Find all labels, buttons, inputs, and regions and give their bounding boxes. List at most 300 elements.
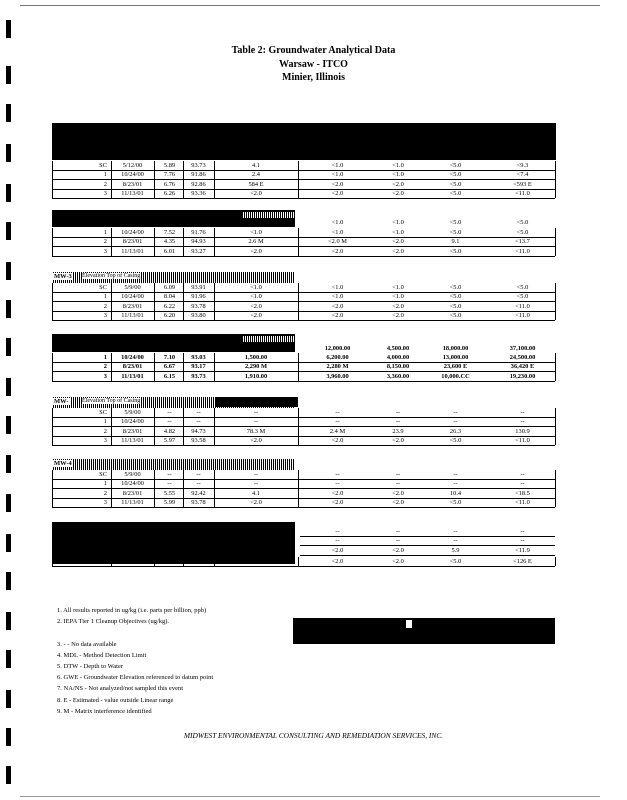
- table-cell: --: [196, 480, 201, 488]
- well-label: MW-4: [54, 460, 72, 467]
- table-cell: 2: [103, 427, 107, 435]
- table-cell: <2.0: [392, 436, 404, 444]
- table-cell: <2.0: [392, 189, 404, 197]
- table-row: [0, 372, 627, 381]
- table-cell: <5.0: [449, 311, 462, 319]
- table-col-rule: [214, 470, 215, 507]
- table-cell: 11/13/01: [121, 189, 144, 197]
- table-col-rule: [154, 161, 155, 198]
- punch-hole-mark: [6, 612, 11, 630]
- table-row: [0, 247, 627, 256]
- table-cell: <5.0: [516, 293, 529, 301]
- table-cell: 11/13/01: [121, 436, 144, 444]
- table-cell: --: [167, 471, 172, 478]
- table-cell: --: [395, 409, 401, 416]
- table-cell: <2.0: [392, 557, 404, 565]
- table-cell: --: [196, 471, 201, 478]
- table-cell: <2.0: [331, 180, 344, 188]
- table-cell: 8/23/01: [122, 489, 143, 497]
- table-cell: --: [520, 471, 525, 478]
- table-cell: <2.0: [392, 247, 404, 255]
- table-cell: 94.93: [191, 238, 206, 246]
- table-col-rule: [154, 557, 155, 566]
- table-cell: 90.14: [191, 557, 206, 565]
- table-cell: 10/24/00: [121, 418, 144, 426]
- table-cell: 8/23/01: [122, 180, 143, 188]
- table-col-rule: [183, 470, 184, 507]
- punch-hole-mark: [6, 650, 11, 668]
- table-cell: 2: [103, 489, 107, 497]
- punch-hole-mark: [6, 378, 11, 396]
- table-cell: 11/13/01: [121, 498, 144, 506]
- table-cell: --: [453, 537, 458, 545]
- table-cell: <593 E: [513, 180, 532, 188]
- table-rule: [52, 256, 555, 257]
- table-cell: --: [395, 471, 401, 478]
- table-cell: --: [453, 480, 458, 488]
- table-cell: 91.76: [191, 229, 206, 236]
- table-cell: --: [335, 409, 340, 416]
- table-cell: <11.0: [515, 436, 530, 444]
- table-cell: <1.0: [331, 219, 344, 226]
- table-cell: 5/9/00: [124, 284, 141, 291]
- table-cell: --: [520, 537, 525, 545]
- table-cell: <11.0: [515, 189, 530, 197]
- table-cell: 3: [103, 557, 107, 565]
- table-row: [0, 189, 627, 198]
- table-cell: 8,150.00: [386, 363, 410, 371]
- table-cell: <9.3: [516, 162, 529, 169]
- document-title: [0, 44, 627, 85]
- table-row: [0, 427, 627, 436]
- table-cell: 92.42: [191, 489, 206, 497]
- table-col-rule: [298, 408, 299, 445]
- table-cell: <2.0 M: [328, 238, 347, 246]
- table-row: [0, 353, 627, 362]
- table-cell: 6.20: [163, 311, 176, 319]
- table-cell: 92.86: [191, 180, 206, 188]
- table-cell: 93.78: [191, 498, 206, 506]
- table-row: [0, 237, 627, 246]
- table-cell: 6.76: [163, 180, 176, 188]
- table-row: [0, 479, 627, 488]
- table-cell: 8/23/01: [122, 427, 143, 435]
- table-cell: 1,500.00: [244, 354, 268, 361]
- well-label: MW-3: [54, 273, 72, 280]
- table-cell: 3: [103, 372, 107, 380]
- table-cell: <18.5: [515, 489, 530, 497]
- table-cell: 2: [103, 238, 107, 246]
- table-row: [0, 228, 627, 237]
- table-rule: [52, 445, 555, 446]
- table-cell: <2.0: [250, 498, 262, 506]
- table-cell: 130.9: [515, 427, 530, 435]
- table-cell: <11.9: [515, 546, 530, 554]
- table-cell: 5.99: [163, 498, 176, 506]
- table-cell: 1,910.00: [244, 372, 268, 380]
- punch-hole-mark: [6, 262, 11, 280]
- table-row: [0, 311, 627, 320]
- table-col-rule: [214, 353, 215, 381]
- table-cell: <1.0: [392, 171, 404, 179]
- table-cell: <5.0: [449, 189, 462, 197]
- notes-list: [57, 605, 213, 717]
- table-cell: 5/9/00: [124, 409, 141, 416]
- table-cell: 4,000.00: [386, 354, 410, 361]
- table-cell: 36,420 E: [510, 363, 535, 371]
- table-cell: <2.0: [331, 189, 344, 197]
- table-cell: 3,360.00: [386, 372, 410, 380]
- table-cell: 10/24/00: [121, 171, 144, 179]
- table-row: [0, 498, 627, 507]
- table-cell: 5/12/00: [122, 162, 143, 169]
- table-cell: <11.0: [515, 311, 530, 319]
- table-row: [0, 417, 627, 426]
- table-col-rule: [52, 353, 53, 381]
- table-row: [0, 180, 627, 189]
- table-cell: <2.0: [392, 489, 404, 497]
- table-cell: 2.6 M: [248, 238, 264, 246]
- table-cell: <5.0: [449, 498, 462, 506]
- table-cell: 1: [103, 418, 107, 426]
- table-cell: <5.0: [449, 219, 462, 226]
- table-col-rule: [555, 228, 556, 256]
- table-cell: 6.01: [163, 247, 176, 255]
- legend-redaction-box: [293, 618, 555, 644]
- casing-elevation-label: Elevation Top of Casing: [82, 273, 141, 279]
- table-col-rule: [52, 408, 53, 445]
- table-cell: 3,960.00: [326, 372, 349, 380]
- table-cell: --: [167, 409, 172, 416]
- table-cell: <1.0: [392, 293, 404, 301]
- table-cell: 19,230.00: [509, 372, 536, 380]
- table-cell: <2.0: [250, 436, 262, 444]
- table-col-rule: [183, 408, 184, 445]
- punch-hole-mark: [6, 104, 11, 122]
- table-cell: <2.0: [331, 557, 344, 565]
- table-cell: <2.0: [250, 302, 262, 310]
- punch-hole-mark: [6, 20, 11, 38]
- table-col-rule: [154, 470, 155, 507]
- table-cell: 93.91: [191, 284, 206, 291]
- table-cell: 37,100.00: [509, 345, 536, 352]
- note-item: 4. MDL - Method Detection Limit: [57, 651, 147, 659]
- table-cell: --: [520, 409, 525, 416]
- table-cell: --: [453, 418, 458, 426]
- table-row: [0, 344, 627, 353]
- table-cell: 1: [103, 293, 107, 301]
- table-row: [0, 557, 627, 566]
- table-col-rule: [52, 228, 53, 256]
- table-col-rule: [555, 161, 556, 198]
- table-cell: <5.0: [449, 293, 462, 301]
- note-item: 5. DTW - Depth to Water: [57, 663, 124, 671]
- table-row: [0, 536, 627, 545]
- table-cell: <1.0: [250, 284, 262, 291]
- table-cell: <2.0: [331, 436, 344, 444]
- table-cell: 1: [103, 171, 107, 179]
- table-cell: 94.73: [191, 427, 206, 435]
- table-cell: <1.0: [331, 162, 344, 169]
- table-cell: 6,200.00: [326, 354, 349, 361]
- table-cell: <5.0: [516, 229, 529, 236]
- table-cell: <2.0: [331, 498, 344, 506]
- table-cell: --: [196, 418, 201, 426]
- table-col-rule: [111, 228, 112, 256]
- table-row: [0, 292, 627, 301]
- table-col-rule: [52, 283, 53, 320]
- well-label: MW-: [54, 398, 69, 405]
- table-cell: 6.23: [163, 557, 176, 565]
- table-cell: <2.0: [331, 302, 344, 310]
- table-cell: 2.4: [252, 171, 260, 179]
- table-rule: [52, 566, 555, 567]
- table-cell: <2.0: [331, 489, 344, 497]
- table-row: [0, 362, 627, 371]
- table-cell: --: [520, 528, 525, 535]
- table-cell: 93.03: [191, 354, 206, 361]
- table-cell: 10/24/00: [121, 293, 144, 301]
- table-cell: <2.0: [392, 180, 404, 188]
- table-cell: 93.73: [191, 162, 206, 169]
- table-col-rule: [154, 283, 155, 320]
- table-cell: 93.36: [191, 189, 206, 197]
- table-col-rule: [555, 557, 556, 566]
- table-col-rule: [298, 470, 299, 507]
- table-col-rule: [183, 161, 184, 198]
- punch-hole-mark: [6, 766, 11, 784]
- table-cell: 8/23/01: [122, 302, 143, 310]
- table-cell: --: [520, 418, 525, 426]
- table-cell: <2.0: [331, 546, 344, 554]
- table-row: [0, 218, 627, 227]
- table-col-rule: [214, 408, 215, 445]
- table-col-rule: [555, 283, 556, 320]
- table-col-rule: [52, 161, 53, 198]
- table-cell: <2.0: [331, 311, 344, 319]
- note-item: 8. E - Estimated - value outside Linear range: [57, 696, 174, 704]
- table-cell: 6.26: [163, 189, 176, 197]
- table-cell: <1.0: [250, 293, 262, 301]
- table-cell: --: [253, 480, 259, 488]
- table-cell: 93.73: [191, 372, 206, 380]
- table-cell: <11.0: [515, 498, 530, 506]
- table-col-rule: [298, 161, 299, 198]
- table-cell: <1.0: [392, 229, 404, 236]
- table-cell: 2: [103, 180, 107, 188]
- table-cell: 23.9: [392, 427, 404, 435]
- table-cell: --: [253, 409, 259, 416]
- table-cell: --: [335, 528, 340, 535]
- table-cell: --: [335, 471, 340, 478]
- table-col-rule: [555, 470, 556, 507]
- table-cell: --: [395, 418, 401, 426]
- page-top-rule: [20, 5, 600, 6]
- table-cell: <5.0: [516, 284, 529, 291]
- table-col-rule: [154, 353, 155, 381]
- table-cell: 6.09: [163, 284, 176, 291]
- table-col-rule: [183, 283, 184, 320]
- table-col-rule: [214, 228, 215, 256]
- table-col-rule: [214, 557, 215, 566]
- table-cell: <5.0: [516, 219, 529, 226]
- table-cell: --: [253, 471, 259, 478]
- table-cell: --: [520, 480, 525, 488]
- table-cell: --: [335, 537, 340, 545]
- table-cell: <5.0: [449, 436, 462, 444]
- table-cell: 5/9/00: [124, 471, 141, 478]
- page-bottom-rule: [20, 796, 600, 797]
- note-item: 9. M - Matrix interference identified: [57, 707, 152, 715]
- table-cell: 23,600 E: [443, 363, 468, 371]
- table-col-rule: [111, 283, 112, 320]
- table-cell: <2.0: [392, 311, 404, 319]
- table-cell: 8.04: [163, 293, 176, 301]
- table-row: [0, 546, 627, 555]
- table-cell: 5.55: [163, 489, 176, 497]
- table-cell: <5.0: [449, 180, 462, 188]
- table-cell: 1: [103, 229, 107, 236]
- table-cell: SC: [99, 409, 107, 416]
- table-cell: 93.17: [191, 363, 206, 371]
- table-cell: <126 E: [513, 557, 532, 565]
- table-cell: <5.0: [449, 171, 462, 179]
- table-cell: 24,500.00: [509, 354, 536, 361]
- well-header-dither: [52, 459, 295, 470]
- casing-elevation-label: Elevation Top of Casing: [82, 398, 141, 404]
- table-cell: 3: [103, 247, 107, 255]
- table-cell: 26.3: [449, 427, 462, 435]
- table-cell: <2.0: [392, 498, 404, 506]
- note-item: 7. NA/NS - Not analyzed/not sampled this event: [57, 685, 184, 693]
- table-cell: --: [167, 480, 172, 488]
- table-cell: <5.0: [449, 557, 462, 565]
- table-cell: 10/24/00: [121, 480, 144, 488]
- table-cell: --: [196, 409, 201, 416]
- table-col-rule: [111, 557, 112, 566]
- redacted-elevation: [215, 397, 298, 407]
- title-line-1: Table 2: Groundwater Analytical Data: [231, 45, 396, 56]
- table-cell: 5.97: [163, 436, 176, 444]
- table-cell: <1.0: [331, 284, 344, 291]
- punch-hole-mark: [6, 690, 11, 708]
- table-cell: 10/24/00: [121, 354, 144, 361]
- table-cell: --: [395, 528, 401, 535]
- title-line-2: Warsaw - ITCO: [279, 58, 348, 70]
- table-cell: 8/23/01: [122, 363, 143, 371]
- table-col-rule: [111, 353, 112, 381]
- table-cell: SC: [99, 471, 107, 478]
- table-cell: <11.0: [515, 247, 530, 255]
- table-cell: <5.0: [449, 284, 462, 291]
- table-cell: <2.0: [392, 302, 404, 310]
- table-cell: 7.76: [163, 171, 176, 179]
- table-row: [0, 470, 627, 479]
- table-cell: <2.0: [392, 546, 404, 554]
- table-col-rule: [214, 283, 215, 320]
- table-cell: 2,280 M: [326, 363, 349, 371]
- table-cell: 4.1: [252, 489, 260, 497]
- table-cell: 93.27: [191, 247, 206, 255]
- table-cell: --: [335, 480, 340, 488]
- table-col-rule: [52, 470, 53, 507]
- table-cell: <1.0: [392, 162, 404, 169]
- table-cell: 93.78: [191, 302, 206, 310]
- table-cell: 11/13/01: [121, 311, 144, 319]
- table-cell: <2.0: [250, 311, 262, 319]
- table-cell: 1: [103, 480, 107, 488]
- table-col-rule: [298, 283, 299, 320]
- table-cell: --: [395, 537, 401, 545]
- table-row: [0, 283, 627, 292]
- table-cell: --: [453, 471, 458, 478]
- table-col-rule: [154, 228, 155, 256]
- table-cell: 11/13/01: [121, 557, 144, 565]
- table-cell: 6.67: [163, 363, 176, 371]
- table-cell: <1.0: [250, 219, 262, 226]
- note-item: 2. IEPA Tier 1 Cleanup Objectives (ug/kg).: [57, 618, 170, 626]
- table-cell: 5.9: [451, 546, 460, 554]
- table-cell: 91.96: [191, 293, 206, 301]
- table-rule: [52, 381, 555, 382]
- table-cell: <1.0: [250, 229, 262, 236]
- table-cell: <1.0: [331, 171, 344, 179]
- table-cell: 2,290 M: [244, 363, 267, 371]
- table-cell: 11/13/01: [121, 372, 144, 380]
- table-col-rule: [154, 408, 155, 445]
- note-item: 6. GWE - Groundwater Elevation referenced to datum point: [57, 674, 214, 682]
- table-rule: [52, 507, 555, 508]
- punch-hole-mark: [6, 572, 11, 590]
- table-cell: 1: [103, 354, 107, 361]
- table-row: [0, 170, 627, 179]
- table-cell: SC: [99, 284, 107, 291]
- table-cell: <1.0: [331, 229, 344, 236]
- table-cell: 6.22: [163, 302, 176, 310]
- table-cell: --: [335, 418, 340, 426]
- table-cell: <1.0: [331, 293, 344, 301]
- table-cell: 3: [103, 311, 107, 319]
- table-cell: <11.0: [515, 302, 530, 310]
- note-item: [57, 627, 213, 638]
- note-item: 1. All results reported in ug/kg (i.e. parts per billion, ppb): [57, 607, 207, 614]
- table-cell: 13,000.00: [442, 354, 469, 361]
- table-cell: <2.0: [392, 238, 404, 246]
- table-cell: <1.0: [392, 219, 404, 226]
- table-cell: 3: [103, 498, 107, 506]
- main-header-bar: [52, 123, 556, 160]
- table-cell: <7.4: [516, 171, 529, 179]
- table-cell: SC: [99, 162, 107, 169]
- table-cell: 11/13/01: [121, 247, 144, 255]
- table-cell: 4.35: [163, 238, 176, 246]
- table-cell: 93.58: [191, 436, 206, 444]
- table-cell: <2.0: [250, 247, 262, 255]
- table-cell: <2.0: [331, 247, 344, 255]
- table-row: [0, 527, 627, 536]
- table-row: [0, 302, 627, 311]
- table-row: [0, 436, 627, 445]
- table-cell: 3: [103, 436, 107, 444]
- note-item: 3. - - No data available: [57, 640, 117, 648]
- table-cell: --: [453, 528, 458, 535]
- casing-elevation-dither: [243, 336, 295, 342]
- table-col-rule: [183, 557, 184, 566]
- table-col-rule: [111, 408, 112, 445]
- table-col-rule: [111, 161, 112, 198]
- table-row: [0, 489, 627, 498]
- table-rule: [52, 198, 555, 199]
